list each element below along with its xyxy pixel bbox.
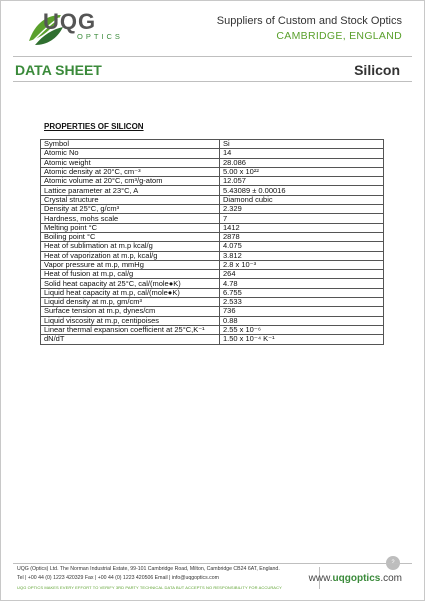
- property-row: [41, 140, 384, 149]
- property-value: 2878: [220, 232, 384, 241]
- footer-contact: Tel | +00 44 (0) 1223 420329 Fax | +00 44 (0) 1223 420506 Email | info@uqgoptics.com: [17, 575, 219, 581]
- property-name: Atomic No: [41, 149, 220, 158]
- property-row: [41, 325, 384, 334]
- property-row: [41, 214, 384, 223]
- property-value: 2.55 x 10⁻⁶: [220, 325, 384, 334]
- property-row: [41, 279, 384, 288]
- property-name: Atomic volume at 20°C, cm³/g-atom: [41, 177, 220, 186]
- property-row: [41, 177, 384, 186]
- property-value: 2.8 x 10⁻³: [220, 260, 384, 269]
- property-value: Si: [220, 140, 384, 149]
- property-value: 4.78: [220, 279, 384, 288]
- property-name: Liquid heat capacity at m.p, cal/(mole●K): [41, 288, 220, 297]
- property-value: 14: [220, 149, 384, 158]
- website-suffix: .com: [380, 573, 402, 584]
- footer-disclaimer: UQG OPTICS MAKES EVERY EFFORT TO VERIFY 3RD PARTY TECHNICAL DATA BUT ACCEPTS NO RESPONSIBILITY FOR ACCURACY: [17, 585, 282, 590]
- property-row: [41, 298, 384, 307]
- property-row: [41, 195, 384, 204]
- property-row: [41, 205, 384, 214]
- property-value: 6.755: [220, 288, 384, 297]
- property-name: Atomic density at 20°C, cm⁻³: [41, 167, 220, 176]
- brand-subtitle: OPTICS: [77, 32, 123, 41]
- property-row: [41, 270, 384, 279]
- property-row: [41, 158, 384, 167]
- property-name: Heat of sublimation at m.p kcal/g: [41, 242, 220, 251]
- property-name: Liquid density at m.p, gm/cm³: [41, 298, 220, 307]
- company-tagline: Suppliers of Custom and Stock Optics: [216, 15, 402, 27]
- property-row: [41, 242, 384, 251]
- property-value: 0.88: [220, 316, 384, 325]
- property-value: 736: [220, 307, 384, 316]
- property-value: 1.50 x 10⁻⁴ K⁻¹: [220, 335, 384, 344]
- property-row: [41, 186, 384, 195]
- property-value: 2.329: [220, 205, 384, 214]
- website-link[interactable]: [309, 573, 402, 584]
- property-row: [41, 260, 384, 269]
- property-name: Crystal structure: [41, 195, 220, 204]
- property-name: Linear thermal expansion coefficient at 25°C,K⁻¹: [41, 325, 220, 334]
- property-row: [41, 149, 384, 158]
- header-divider: [13, 56, 412, 57]
- property-row: [41, 307, 384, 316]
- footer-address: UQG (Optics) Ltd. The Norman Industrial Estate, 99-101 Cambridge Road, Milton, Cambridge CB24 6AT, England.: [17, 566, 280, 572]
- property-value: Diamond cubic: [220, 195, 384, 204]
- property-row: [41, 288, 384, 297]
- company-location: CAMBRIDGE, ENGLAND: [276, 30, 402, 42]
- property-value: 12.057: [220, 177, 384, 186]
- property-name: Heat of vaporization at m.p, kcal/g: [41, 251, 220, 260]
- property-name: Vapor pressure at m.p, mmHg: [41, 260, 220, 269]
- property-row: [41, 223, 384, 232]
- property-name: Boiling point °C: [41, 232, 220, 241]
- property-value: 2.533: [220, 298, 384, 307]
- property-name: Lattice parameter at 23°C, A: [41, 186, 220, 195]
- property-name: Heat of fusion at m.p, cal/g: [41, 270, 220, 279]
- property-value: 5.00 x 10²²: [220, 167, 384, 176]
- website-prefix: www.: [308, 573, 333, 584]
- footer-divider: [13, 563, 412, 564]
- website-domain: uqgoptics: [332, 573, 381, 584]
- property-value: 264: [220, 270, 384, 279]
- section-title: PROPERTIES OF SILICON: [44, 122, 144, 131]
- property-name: Atomic weight: [41, 158, 220, 167]
- property-name: Density at 25°C, g/cm³: [41, 205, 220, 214]
- property-name: dN/dT: [41, 335, 220, 344]
- property-value: 28.086: [220, 158, 384, 167]
- property-name: Solid heat capacity at 25°C, cal/(mole●K): [41, 279, 220, 288]
- property-value: 1412: [220, 223, 384, 232]
- material-name: Silicon: [354, 62, 400, 78]
- property-row: [41, 251, 384, 260]
- property-row: [41, 167, 384, 176]
- property-name: Surface tension at m.p, dynes/cm: [41, 307, 220, 316]
- property-value: 4.075: [220, 242, 384, 251]
- property-value: 5.43089 ± 0.00016: [220, 186, 384, 195]
- properties-table: [40, 139, 384, 345]
- title-divider: [13, 81, 412, 82]
- property-value: 3.812: [220, 251, 384, 260]
- property-name: Liquid viscosity at m.p, centipoises: [41, 316, 220, 325]
- property-row: [41, 316, 384, 325]
- sheet-title: DATA SHEET: [15, 62, 102, 78]
- property-name: Melting point °C: [41, 223, 220, 232]
- property-row: [41, 232, 384, 241]
- property-name: Symbol: [41, 140, 220, 149]
- property-value: 7: [220, 214, 384, 223]
- property-row: [41, 335, 384, 344]
- property-name: Hardness, mohs scale: [41, 214, 220, 223]
- brand-name: UQG: [43, 9, 97, 34]
